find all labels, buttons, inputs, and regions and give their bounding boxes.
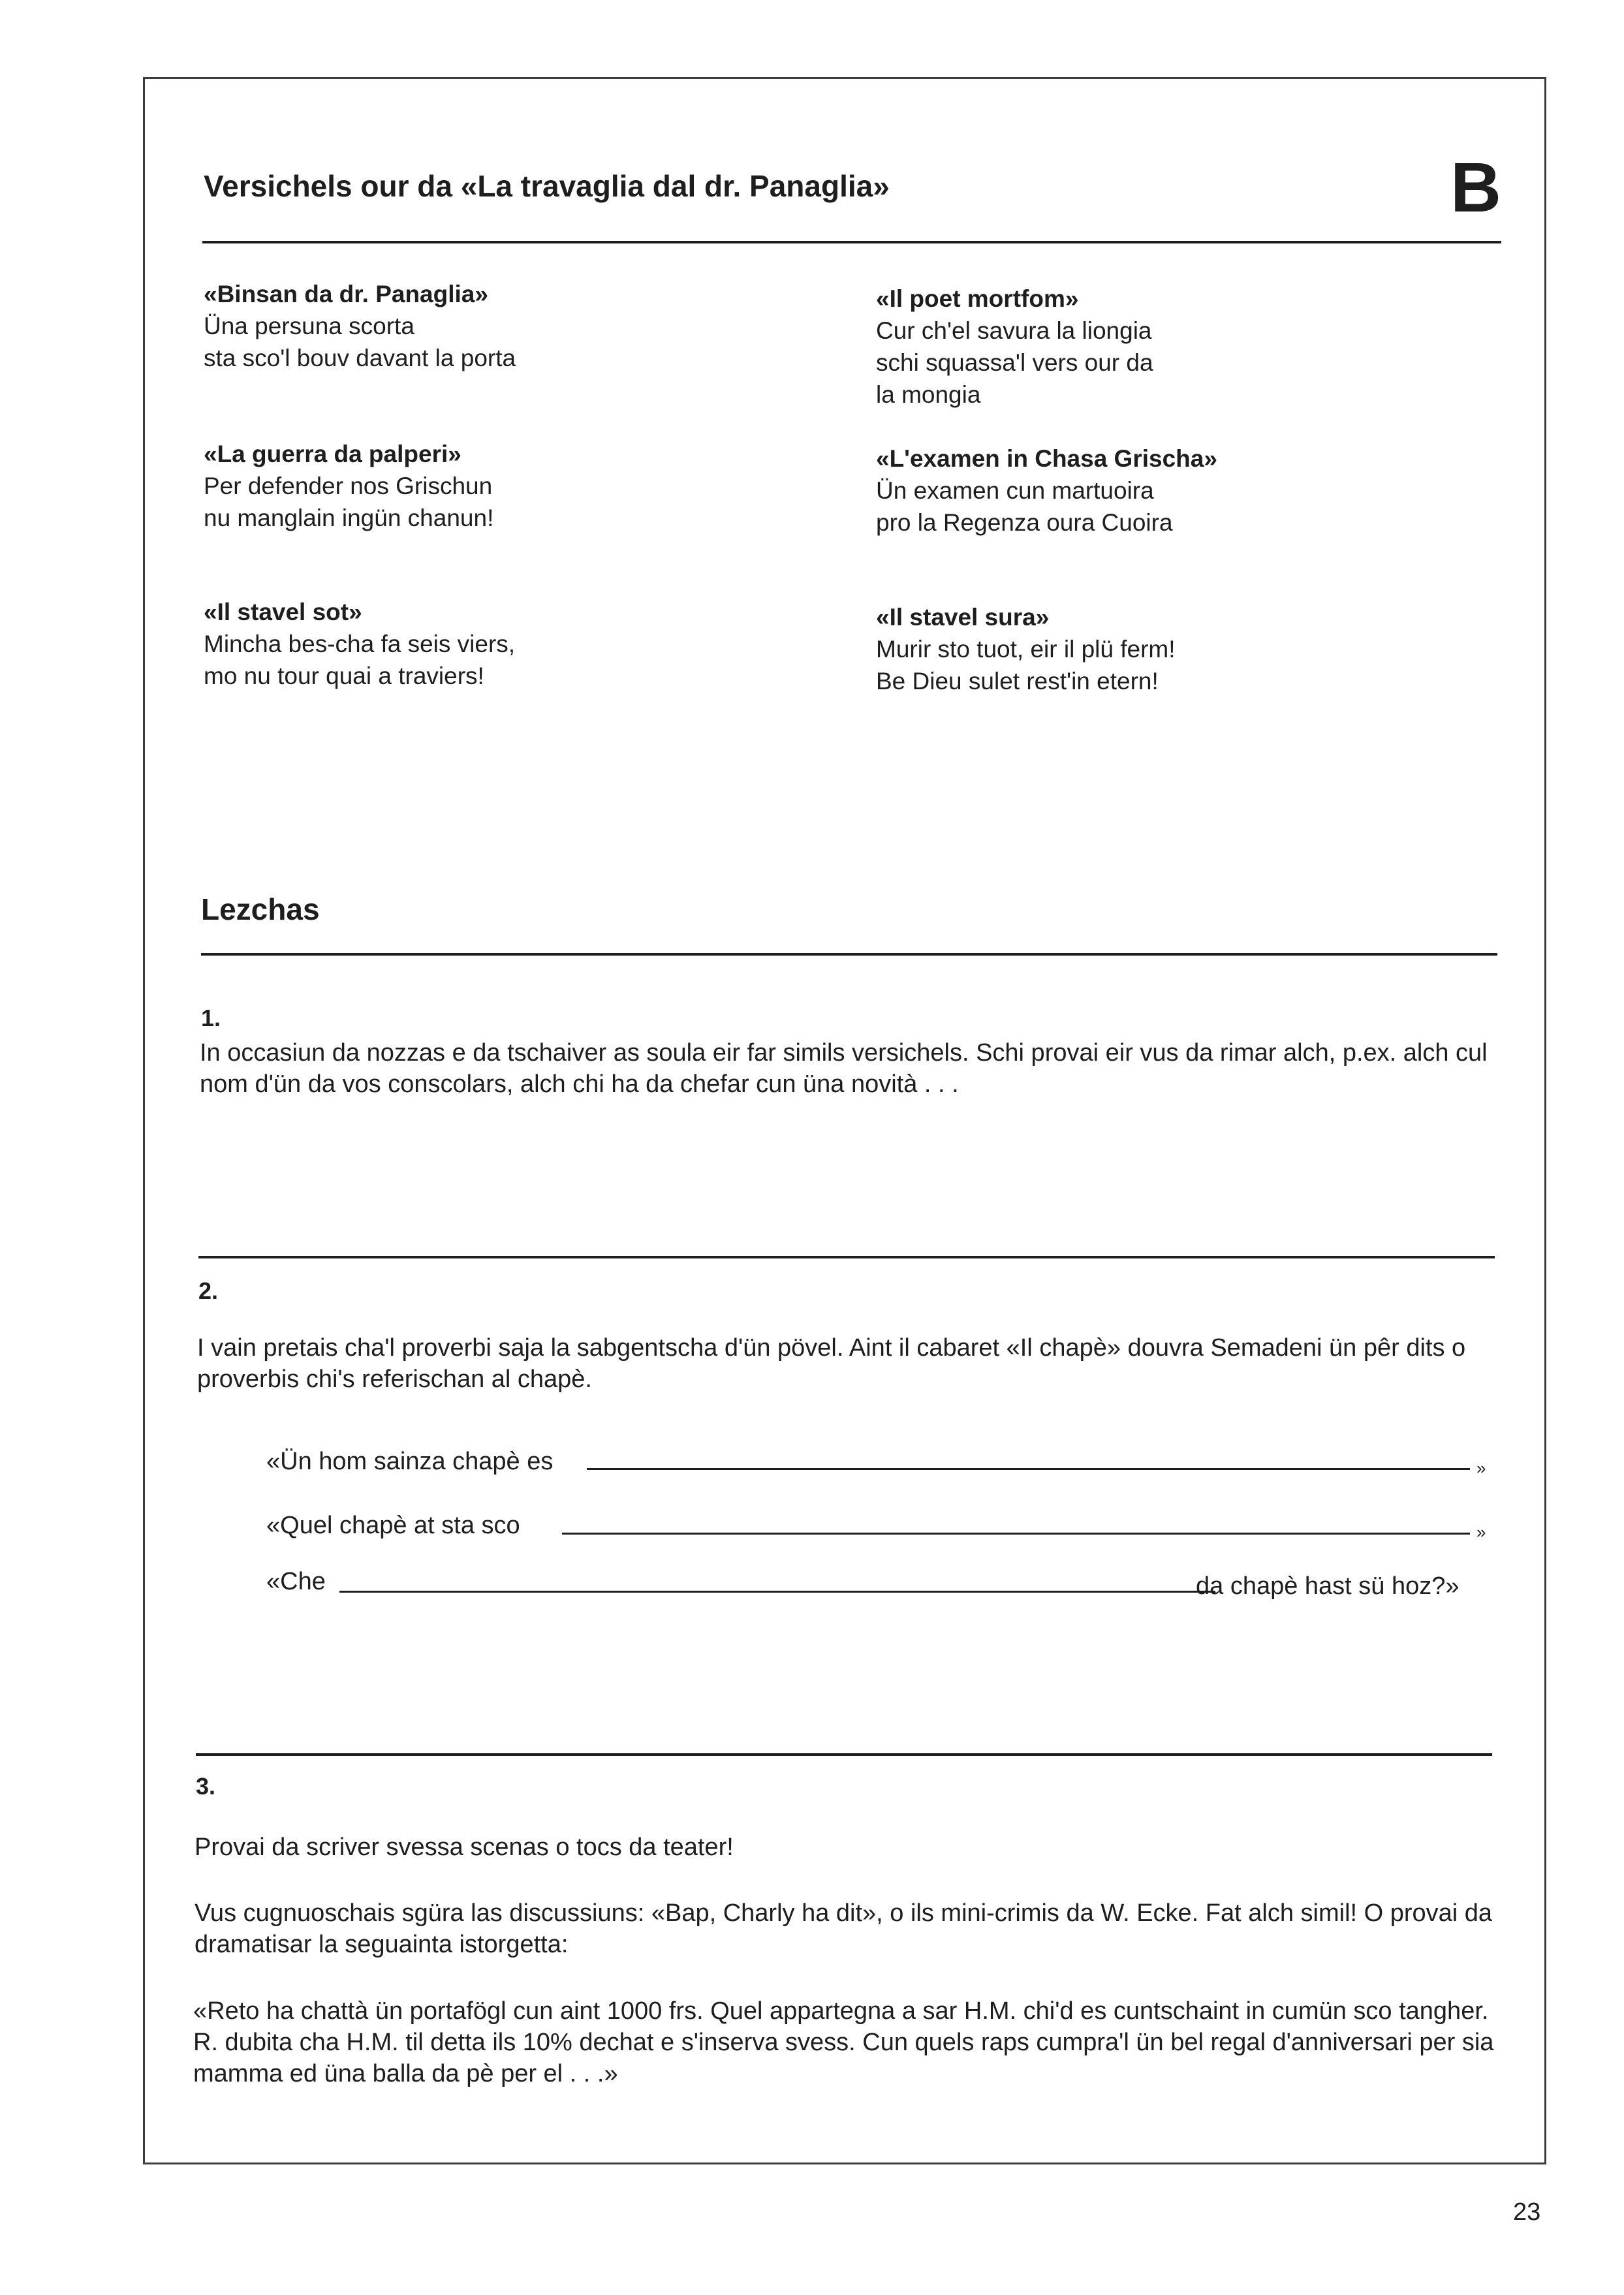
verse-title: «Binsan da dr. Panaglia» — [204, 281, 488, 307]
verse-title: «Il stavel sura» — [876, 604, 1050, 631]
lezchas-divider — [201, 953, 1497, 956]
task-3-story: «Reto ha chattà ün portafögl cun aint 1000 frs. Quel appartegna a sar H.M. chi'd es cuntschaint in cumün sco tangher. R. dubita cha H.M. til detta ils 10% dechat e s'inserva svess. Cun quels raps cumpra'l ün bel regal d'anniversari per sia mamma ed üna balla da pè per el . . .» — [193, 1997, 1494, 2087]
task-3-intro: Provai da scriver svessa scenas o tocs da teater! — [195, 1834, 734, 1861]
verse-line: Cur ch'el savura la liongia — [876, 317, 1152, 344]
verse-line: pro la Regenza oura Cuoira — [876, 509, 1173, 536]
verse-line: la mongia — [876, 381, 981, 408]
task-2-divider — [196, 1753, 1492, 1756]
fill-in-1-suffix: » — [1476, 1458, 1486, 1478]
verse-title: «Il poet mortfom» — [876, 285, 1079, 312]
fill-in-1-prefix: «Ün hom sainza chapè es — [266, 1448, 554, 1475]
verse-line: nu manglain ingün chanun! — [204, 505, 494, 531]
verse-line: Murir sto tuot, eir il plü ferm! — [876, 636, 1176, 663]
page-frame — [143, 77, 1546, 2164]
fill-in-1-blank — [587, 1468, 1470, 1470]
section-letter: B — [1450, 148, 1501, 226]
verse-guerra-palperi — [204, 438, 493, 534]
task-2-text: I vain pretais cha'l proverbi saja la sabgentscha d'ün pövel. Aint il cabaret «Il chapè» douvra Semadeni ün pêr dits o proverbis chi's referischan al chapè. — [197, 1334, 1466, 1393]
task-1-number: 1. — [201, 1005, 221, 1031]
verse-title: «La guerra da palperi» — [204, 441, 461, 467]
verse-title: «Il stavel sot» — [204, 599, 362, 625]
verse-line: Be Dieu sulet rest'in etern! — [876, 668, 1159, 695]
lezchas-heading: Lezchas — [201, 892, 320, 926]
task-1-divider — [198, 1256, 1495, 1258]
page-title: Versichels our da «La travaglia dal dr. Panaglia» — [204, 169, 890, 203]
fill-in-3-blank — [339, 1591, 1215, 1593]
verse-binsan — [204, 278, 516, 374]
fill-in-2-blank — [562, 1533, 1470, 1535]
title-divider — [202, 241, 1501, 243]
verse-title: «L'examen in Chasa Grischa» — [876, 445, 1217, 472]
verse-line: schi squassa'l vers our da — [876, 349, 1153, 376]
verse-stavel-sot — [204, 596, 515, 692]
verse-line: sta sco'l bouv davant la porta — [204, 345, 516, 371]
verse-examen-chasa-grischa — [876, 443, 1217, 539]
fill-in-2-suffix: » — [1476, 1522, 1486, 1542]
fill-in-3-prefix: «Che — [266, 1568, 326, 1595]
task-3-discussions: Vus cugnuoschais sgüra las discussiuns: «Bap, Charly ha dit», o ils mini-crimis da W. Ecke. Fat alch simil! O provai da dramatisar la seguainta istorgetta: — [195, 1899, 1493, 1958]
verse-line: Üna persuna scorta — [204, 313, 414, 339]
task-2-number: 2. — [198, 1277, 219, 1304]
verse-stavel-sura — [876, 601, 1176, 697]
verse-poet-mortfom — [876, 283, 1153, 411]
fill-in-3-suffix: da chapè hast sü hoz?» — [1196, 1572, 1460, 1600]
verse-line: Ün examen cun martuoira — [876, 477, 1154, 504]
task-1-text: In occasiun da nozzas e da tschaiver as soula eir far simils versichels. Schi provai eir vus da rimar alch, p.ex. alch cul nom d'ün da vos conscolars, alch chi ha da chefar cun üna novità . . . — [200, 1039, 1488, 1098]
fill-in-2-prefix: «Quel chapè at sta sco — [266, 1512, 520, 1539]
verse-line: Mincha bes-cha fa seis viers, — [204, 631, 516, 657]
verse-line: Per defender nos Grischun — [204, 473, 493, 499]
verse-line: mo nu tour quai a traviers! — [204, 663, 484, 689]
task-3-number: 3. — [196, 1773, 216, 1800]
page-number: 23 — [1513, 2198, 1541, 2226]
